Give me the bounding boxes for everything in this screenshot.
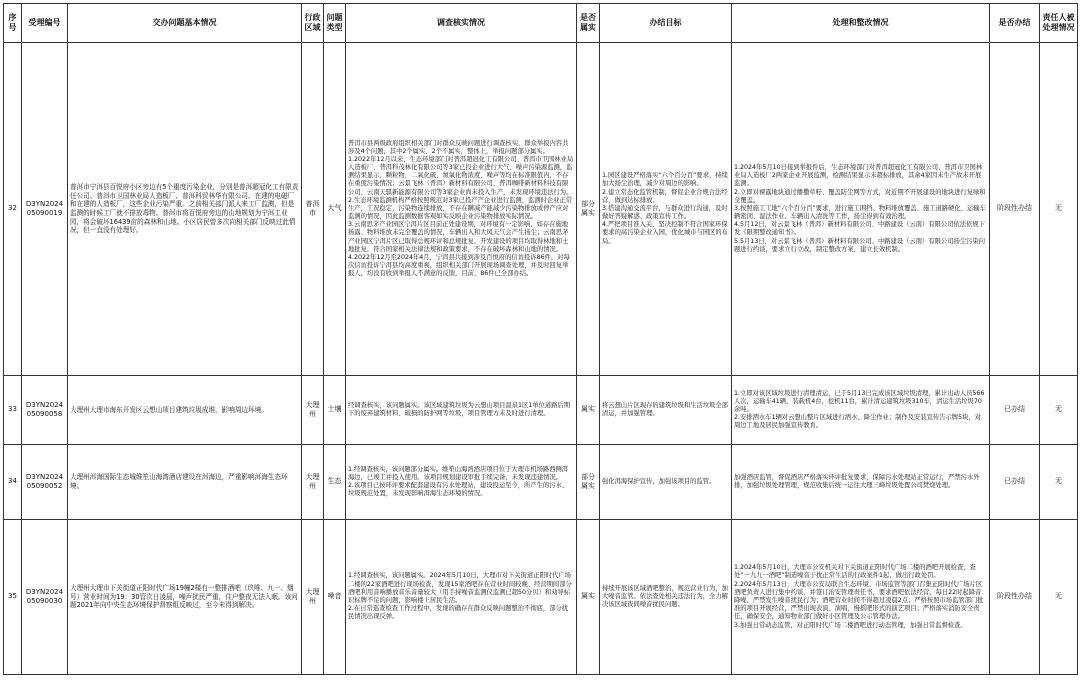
row-target [600, 376, 732, 445]
row-type: 大气 [324, 43, 346, 376]
row-region: 大理州 [302, 376, 324, 445]
row-basic: 大理州大理市下关街道正阳时代广场19幢2楼有一整排酒吧（玖唯、九一、烟号）营业时间为19：30管次日凌晨，噪声扰民严重，住户整夜无法入眠。该问题2021年向中央生态环境保护督察组反映过，至今未得到解决。 [68, 520, 302, 675]
handling-para: 3.按照施工工地“六个百分百”要求，进行施工围挡、物料堆放覆盖、施工道路硬化、运输车辆密闭、湿法作业、车辆出入清洗等工作，扬尘得到有效治理。 [734, 204, 986, 221]
survey-para: 2.该项目已按环评要求配套建设有污水处理站，建设投运至今，所产生的污水、垃圾规范处置，未发现影响洱海生态环境的情况。 [348, 482, 569, 498]
row-survey [346, 520, 577, 675]
handling-para: 1.立即对该区域垃圾进行清理清运，已于5月13日完成该区域垃圾清理，累计出动人员566人次，运输车41辆，装载机4台，挖机11台，累计清运建筑垃圾310车，清运生活垃圾70余吨。 [734, 389, 985, 413]
row-region: 普洱市 [302, 43, 324, 376]
row-basic: 普洱市宁洱县百悦府小区旁边有5个重度污染企业，分别是普洱超冠化工有限责任公司、普洱市卫国林业局人造板厂、普洱科贸林华有限公司、在建的电磁厂和在建的人造板厂，这些企业污染严重。之前相关部门派人来工厂监测，但是监测的时候工厂就不排放毒物。普洱市将百悦府旁边的山地规划为宁洱工业园，将会破坏16439亩的森林和山地。小区居民曾多次向相关部门反映过此情况，但一直没有处理好。 [68, 43, 302, 376]
row-id: D3YN202405090019 [22, 43, 68, 376]
target-para: 强化洱海保护宣传，加强该项目的监管。 [602, 477, 716, 485]
header-true: 是否属实 [577, 4, 600, 43]
survey-para: 经调查核实，该问题属实。该区域建筑垃圾为云想山项目温泉1区1单位道路后期下的废弃建筑材料、破损的防护网等垃圾，项目管理方未及时进行清理。 [348, 401, 571, 417]
target-para: 将云想山片区现存的建筑垃圾和生活垃圾全部清运，并加强管理。 [602, 401, 728, 417]
row-true: 属实 [577, 376, 600, 445]
survey-para: 普洱市县两级政府组织相关部门对群众反映问题进行调查核实，群众举报内容共涉及4个问题，其中2个属实、2个不属实，整体上，举报问题部分属实。 [348, 139, 569, 155]
row-handling [732, 445, 990, 520]
row-handling [732, 520, 990, 675]
header-no: 序号 [4, 4, 22, 43]
header-basic: 交办问题基本情况 [68, 4, 302, 43]
row-type: 生态 [324, 445, 346, 520]
row-resp: 无 [1040, 376, 1078, 445]
row-no: 32 [4, 43, 22, 376]
handling-para: 加强酒店监管，督促酒店严格落实环评批复要求，保障污水处理站正常运行，严禁污水外排，加强垃圾处理管理，规范收集后统一运往大理三峰垃圾处置公司焚烧处理。 [734, 473, 980, 489]
survey-para: 1.2022年12月以来，生态环境部门对普洱超冠化工有限公司、普洱市卫国林业局人造板厂、普洱科茂林化有限公司等3家已投企业进行大气、噪声污染源监测，监测结果显示，颗粒物、二氧化硫、氮氧化物浓度、噪声等均在标准限值内，不存在重度污染情况；云景飞林（普洱）新材料有限公司、普洱咖啡新材料科技有限公司、云南天骐新能源有限公司等3家企业尚未投入生产，未发现环境违法行为。 [348, 155, 574, 196]
row-done: 已办结 [990, 445, 1040, 520]
header-resp: 责任人被处理情况 [1040, 4, 1078, 43]
row-target [600, 445, 732, 520]
row-target [600, 520, 732, 675]
row-resp: 无 [1040, 445, 1078, 520]
header-target: 办结目标 [600, 4, 732, 43]
row-survey [346, 376, 577, 445]
row-id: D3YN202405090058 [22, 376, 68, 445]
row-type: 土壤 [324, 376, 346, 445]
row-resp: 无 [1040, 520, 1078, 675]
table-row [4, 445, 1078, 520]
handling-para: 4.5月12日，对云景飞林（普洱）新材料有限公司、中路建设（云南）有限公司依法依规下发《限期整改通知书》。 [734, 221, 986, 237]
survey-para: 3.云南思茅产业园区宁洱片区目前正处建设期，对环境有一定影响，如存在施地扬露、物料堆放未完全覆盖的情况，车辆出入和大风天气会产生扬尘；云南思茅产业园区宁洱片区已取得总规环评和总规批复，开发建设的项目均取得林地和土地批复，符合国家相关法律法规和政策要求，不存在破坏森林和山地的情况。 [348, 221, 569, 253]
survey-para: 1.经调查核实，该问题部分属实。维笙山海湾酒店项目位于大理市机场路西侧洱海边，已竣工并投入使用。该项目规划建设审批手续完备，未发现违建情况。 [348, 465, 569, 481]
handling-para: 2.立即对裸露地块通过播撒草籽、覆盖防尘网等方式，对近期不开展建设的地块进行复绿和全覆盖。 [734, 188, 986, 204]
header-region: 行政区域 [302, 4, 324, 43]
row-handling [732, 43, 990, 376]
target-para: 2.建立常态化监管机制，督促企业合规合法经营，做到达标排放。 [602, 188, 728, 204]
row-type: 噪音 [324, 520, 346, 675]
table-row [4, 520, 1078, 675]
survey-para: 2.生态环境监测机构严格按照规范对3家已投产产企业进行监测，监测时企业正常生产，工况稳定，污染物连续排放，不存在瞒减产能减少污染物排放或停产应对监测的情况，因此监测数据客观如实反映企业污染物排放实际情况。 [348, 196, 573, 221]
row-handling [732, 376, 990, 445]
row-no: 34 [4, 445, 22, 520]
row-done: 已办结 [990, 376, 1040, 445]
header-row [4, 4, 1078, 43]
handling-para: 5.5月13日，对云景飞林（普洱）新材料有限公司、中路建设（云南）有限公司扬尘污染问题进行约谈，要求立行立改，制定整改方案，建立长效机制。 [734, 237, 986, 253]
handling-para: 1.2024年5月10日接到举报件后，生态环境部门对普洱超冠化工有限公司、普洱市卫国林业局人造板厂2两家企业开展监测，检测结果显示未超标排放，其余4家因未生产故未开展监测。 [734, 164, 983, 188]
table-row [4, 43, 1078, 376]
target-para: 3.搭建沟通交流平台，与群众进行沟通，及时做好答疑解惑、政策宣传工作。 [602, 204, 728, 221]
survey-para: 1.经调查核实，该问题属实。2024年5月10日，大理市对下关街道正阳时代广场二楼的22家酒吧进行现场检查，发现15家酒吧存在营业时间较晚、经营期间部分酒吧利用音响播放音乐音量较大（用手持噪音监测仪监测已超50分贝）和劝导标识标牌不足的问题，影响楼上居民生活。 [348, 572, 572, 604]
row-region: 大理州 [302, 445, 324, 520]
handling-para: 2.2024年5月13日，大理市公安局联合生态环境、市场监管等部门召集正阳时代广场片区酒吧负责人进行集中约谈，并签订治安管理责任书，要求酒吧依法经营，每日22时起降音降噪，严禁发生噪音扰民行为；酒吧营业时间不得超过凌晨2点；严格按照市场监管部门批准的项目开展经营，严禁出现表演、演唱、慢摇吧形式的演艺项目；严格落实消防安全责任，确保安全，通知物业部门做好小区管理及公示管理办法。 [734, 580, 984, 621]
table-row [4, 376, 1078, 445]
row-basic: 大理州大理市海东开发区云想山项目建筑垃圾成堆，影响周边环境。 [68, 376, 302, 445]
row-no: 33 [4, 376, 22, 445]
row-region: 大理州 [302, 520, 324, 675]
handling-para: 2.安排洒水车1辆对云想山整片区域进行洒水、降尘作业；制作及安装宣传告示牌5块，对周边工地及居民加强宣传教育。 [734, 414, 982, 430]
row-basic: 大理州洱海国际生态城维笙山海湾酒店建设在洱海边，严重影响洱海生态环境。 [68, 445, 302, 520]
row-true: 部分属实 [577, 445, 600, 520]
survey-para: 2.在日常巡查检查工作过程中，发现的确存在群众反映问题整治不彻底，部分扰民情况出现反弹。 [348, 605, 569, 621]
target-para: 持续开展该区域酒吧整治，规范营业行为，加大噪音监管。依法查处相关违法行为，全力解决该区域夜间噪音扰民问题。 [602, 584, 728, 609]
row-done: 阶段性办结 [990, 43, 1040, 376]
row-id: D3YN202405090052 [22, 445, 68, 520]
header-type: 问题类型 [324, 4, 346, 43]
target-para: 1.园区建设严格落实“六个百分百”要求，持续加大扬尘治理，减少对周边的影响。 [602, 172, 728, 188]
handling-para: 1.2024年5月10日，大理市公安机关对下关街道正阳时代广场二楼的酒吧开展检查，查处“一九九一酒吧”制造噪音干扰正常生活的行政案件1起，做出行政处罚。 [734, 564, 976, 580]
survey-para: 4.2022年12月至2024年4月，宁洱县共接到涉及百悦府的信访投诉86件，对每次信访投诉宁洱县均高度重视，组织相关部门开展现场调查处理，并及时回复举报人，均没有收到举报人不满意的反馈，目前，86件已全部办结。 [348, 253, 570, 278]
row-true: 部分属实 [577, 43, 600, 376]
target-para: 4.严把项目准入关，坚决控制不符合国家环保要求的高污染企业入园，优化城市与园区的布局。 [602, 221, 728, 245]
row-true: 属实 [577, 520, 600, 675]
row-done: 阶段性办结 [990, 520, 1040, 675]
handling-para: 3.加强日常动态监管，对正阳时代广场二楼酒吧进行动态管理，加强日常监督检查。 [734, 621, 967, 629]
header-id: 受理编号 [22, 4, 68, 43]
header-survey: 调查核实情况 [346, 4, 577, 43]
header-handling: 处理和整改情况 [732, 4, 990, 43]
row-resp: 无 [1040, 43, 1078, 376]
row-id: D3YN202405090030 [22, 520, 68, 675]
header-done: 是否办结 [990, 4, 1040, 43]
row-survey [346, 43, 577, 376]
row-survey [346, 445, 577, 520]
row-no: 35 [4, 520, 22, 675]
row-target [600, 43, 732, 376]
complaint-table [3, 3, 1078, 675]
